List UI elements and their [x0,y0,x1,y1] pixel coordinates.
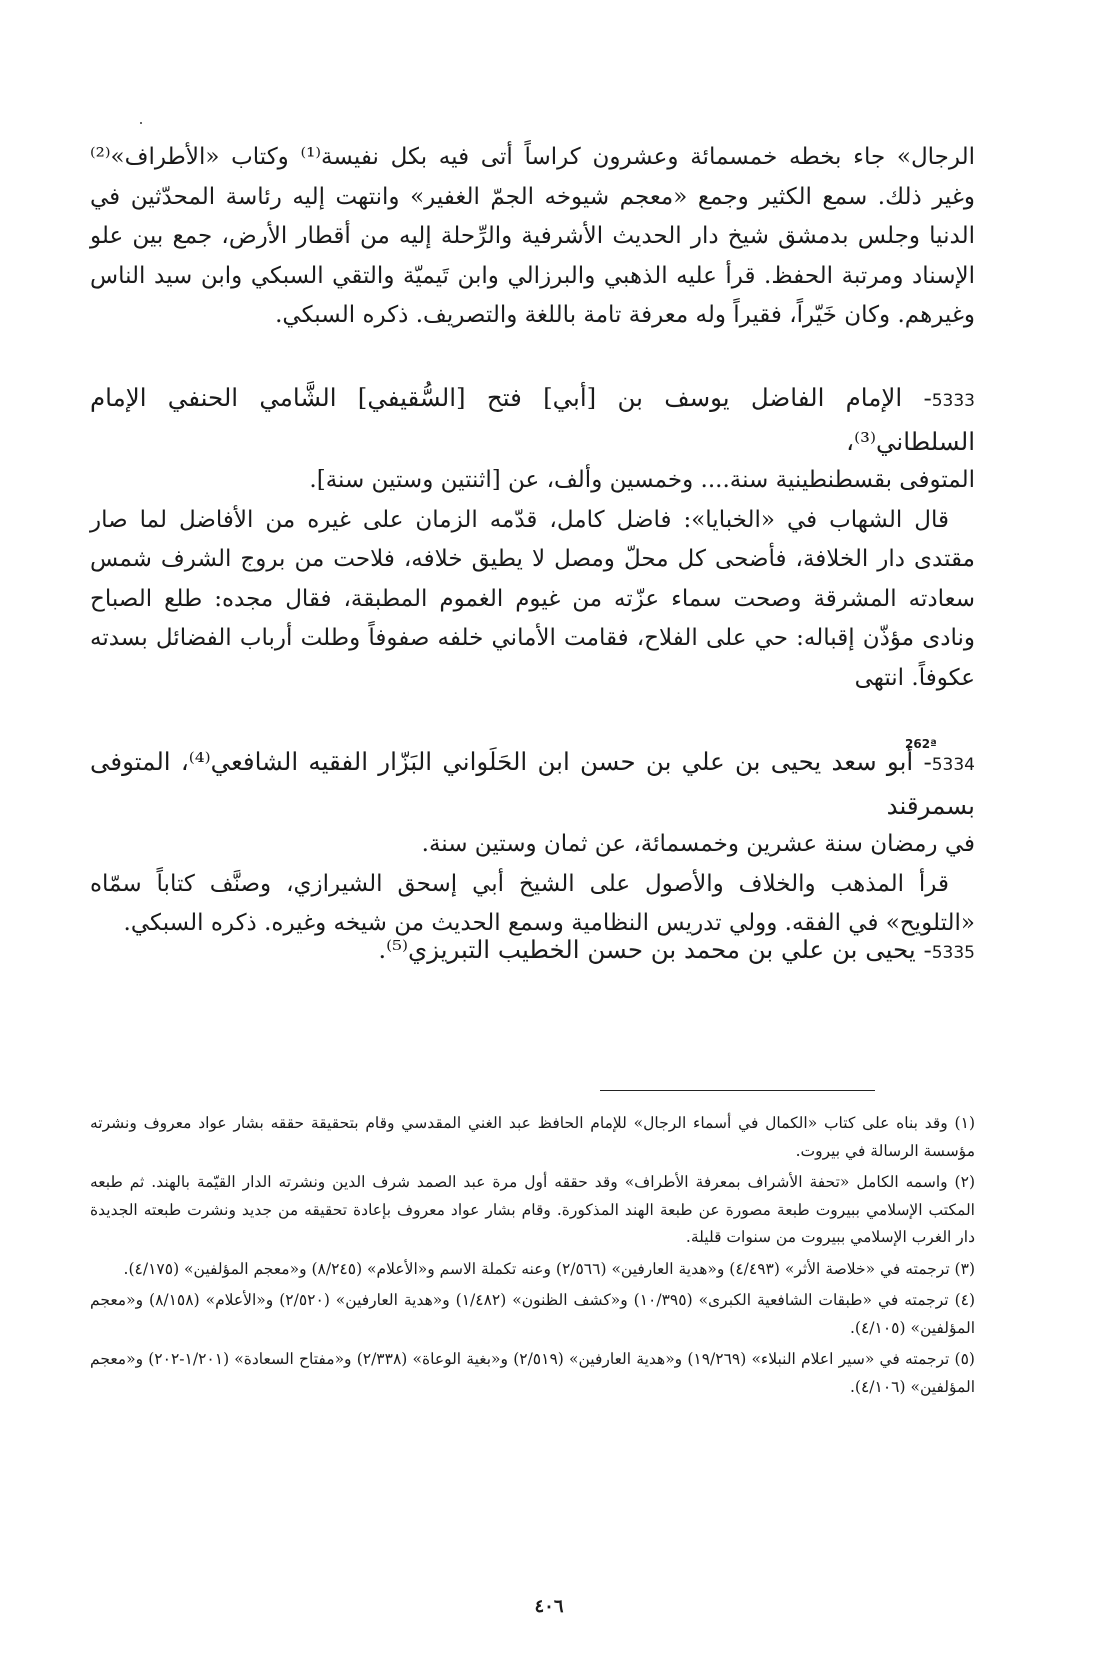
entry-5335 [90,930,975,974]
footnote-1: (١) وقد بناه على كتاب «الكمال في أسماء الرجال» للإمام الحافظ عبد الغني المقدسي وقام بتحقيقة حققه بشار عواد معروف ونشرته مؤسسة الرسالة في بيروت. [90,1114,975,1160]
continuation-paragraph [90,138,975,336]
continuation-text: الرجال» جاء بخطه خمسمائة وعشرون كراساً أتى فيه بكل نفيسة⁽¹⁾ وكتاب «الأطراف»⁽²⁾ وغير ذلك. سمع الكثير وجمع «معجم شيوخه الجمّ الغفير» وانتهت إليه رئاسة المحدّثين في الدنيا وجلس بدمشق شيخ دار الحديث الأشرفية والرِّحلة إليه من أقطار الأرض، جمع بين علو الإسناد ومرتبة الحفظ. قرأ عليه الذهبي والبرزالي وابن تَيميّة والتقي السبكي وابن سيد الناس وغيرهم. وكان خَيّراً، فقيراً وله معرفة تامة باللغة والتصريف. ذكره السبكي. [90,144,975,328]
footnote-4: (٤) ترجمته في «طبقات الشافعية الكبرى» (١٠/٣٩٥) و«كشف الظنون» (١/٤٨٢) و«هدية العارفين» (٢/٥٢٠) و«الأعلام» (٨/١٥٨) و«معجم المؤلفين» (٤/١٠٥). [90,1291,976,1337]
footnote-2: (٢) واسمه الكامل «تحفة الأشراف بمعرفة الأطراف» وقد حققه أول مرة عبد الصمد شرف الدين ونشرته الدار القيّمة بالهند. ثم طبعه المكتب الإسلامي ببيروت طبعة مصورة عن طبعة الهند المذكورة. وقام بشار عواد معروف بإعادة تحقيقه من جديد ونشرت طبعته الجديدة دار الغرب الإسلامي ببيروت من سنوات قليلة. [90,1173,975,1246]
entry-number: 5334 [931,755,975,775]
folio-marker: 262ª [905,737,937,751]
entry-heading [90,930,975,974]
footnote-3: (٣) ترجمته في «خلاصة الأثر» (٤/٤٩٣) و«هدية العارفين» (٢/٥٦٦) وعنه تكملة الاسم و«الأعلام» (٨/٢٤٥) و«معجم المؤلفين» (٤/١٧٥). [123,1259,975,1278]
page-speck [140,122,142,124]
footnote-5: (٥) ترجمته في «سير اعلام النبلاء» (١٩/٢٦٩) و«هدية العارفين» (٢/٥١٩) و«بغية الوعاة» (٢/٣٣٨) و«مفتاح السعادة» (١/٢٠١-٢٠٢) و«معجم المؤلفين» (٤/١٠٦). [90,1350,975,1396]
entry-body: قرأ المذهب والخلاف والأصول على الشيخ أبي إسحق الشيرازي، وصنَّف كتاباً سمّاه «التلويح» في الفقه. وولي تدريس النظامية وسمع الحديث من شيخه وغيره. ذكره السبكي. [90,870,975,936]
entry-heading [90,378,975,461]
entry-body: قال الشهاب في «الخبايا»: فاضل كامل، قدّمه الزمان على غيره من الأفاضل لما صار مقتدى دار الخلافة، فأضحى كل محلّ ومصل لا يطيق خلافه، فلاحت من بروج الشرف شمس سعادته المشرقة وصحت سماء عزّته من غيوم الغموم المطبقة، فقال مجده: طلع الصباح ونادى مؤذّن إقباله: حي على الفلاح، فقامت الأماني خلفه صفوفاً وطلت أرباب الفضائل بسدته عكوفاً. انتهى [90,506,975,691]
entry-title: - أبو سعد يحيى بن علي بن حسن ابن الحَلَواني البَزّار الفقيه الشافعي⁽⁴⁾، المتوفى بسمرقند [90,747,975,820]
entry-title: - يحيى بن علي بن محمد بن حسن الخطيب التبريزي⁽⁵⁾. [378,935,932,964]
entry-number: 5333 [931,391,975,411]
entry-5334 [90,742,975,944]
footnote-separator [600,1090,875,1091]
footnotes [90,1110,975,1405]
entry-heading [90,742,975,825]
entry-number: 5335 [931,943,975,963]
entry-5333 [90,378,975,698]
entry-title: - الإمام الفاضل يوسف بن [أبي] فتح [السُّقيفي] الشَّامي الحنفي الإمام السلطاني⁽³⁾، [90,383,975,456]
entry-sub: المتوفى بقسطنطينية سنة.... وخمسين وألف، عن [اثنتين وستين سنة]. [309,467,975,493]
entry-sub: في رمضان سنة عشرين وخمسمائة، عن ثمان وستين سنة. [421,831,975,857]
page-number: ٤٠٦ [534,1596,564,1617]
